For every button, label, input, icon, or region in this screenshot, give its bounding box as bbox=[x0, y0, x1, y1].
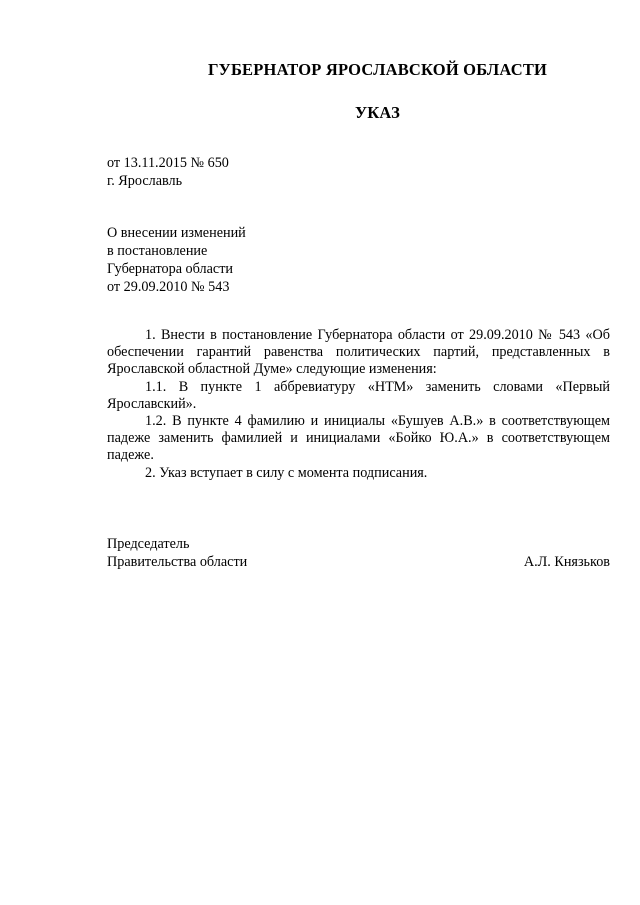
document-type: УКАЗ bbox=[354, 103, 401, 122]
signature-row bbox=[107, 553, 610, 571]
paragraph-1: 1. Внести в постановление Губернатора области от 29.09.2010 № 543 «Об обеспечении гарантий равенства политических партий, представленных в Ярославской областной Думе» следующие изменения: bbox=[107, 327, 610, 378]
paragraph-1-2: 1.2. В пункте 4 фамилию и инициалы «Бушуев А.В.» в соответствующем падеже заменить фамилией и инициалами «Бойко Ю.А.» в соответствующем падеже. bbox=[107, 413, 610, 464]
subject-line-4: от 29.09.2010 № 543 bbox=[107, 279, 230, 295]
signatory-name: А.Л. Князьков bbox=[523, 554, 610, 570]
signature-position-line-1: Председатель bbox=[107, 536, 190, 552]
document-date-number: от 13.11.2015 № 650 bbox=[107, 155, 229, 171]
paragraph-1-1: 1.1. В пункте 1 аббревиатуру «НТМ» заменить словами «Первый Ярославский». bbox=[107, 378, 610, 412]
subject-line-2: в постановление bbox=[107, 243, 208, 259]
document-issuer: ГУБЕРНАТОР ЯРОСЛАВСКОЙ ОБЛАСТИ bbox=[207, 60, 548, 79]
signature-position-line-2: Правительства области bbox=[107, 554, 248, 570]
subject-line-1: О внесении изменений bbox=[107, 225, 246, 241]
paragraph-2: 2. Указ вступает в силу с момента подписания. bbox=[145, 464, 428, 481]
document-body bbox=[107, 327, 610, 482]
document-city: г. Ярославль bbox=[107, 173, 183, 189]
subject-line-3: Губернатора области bbox=[107, 261, 233, 277]
